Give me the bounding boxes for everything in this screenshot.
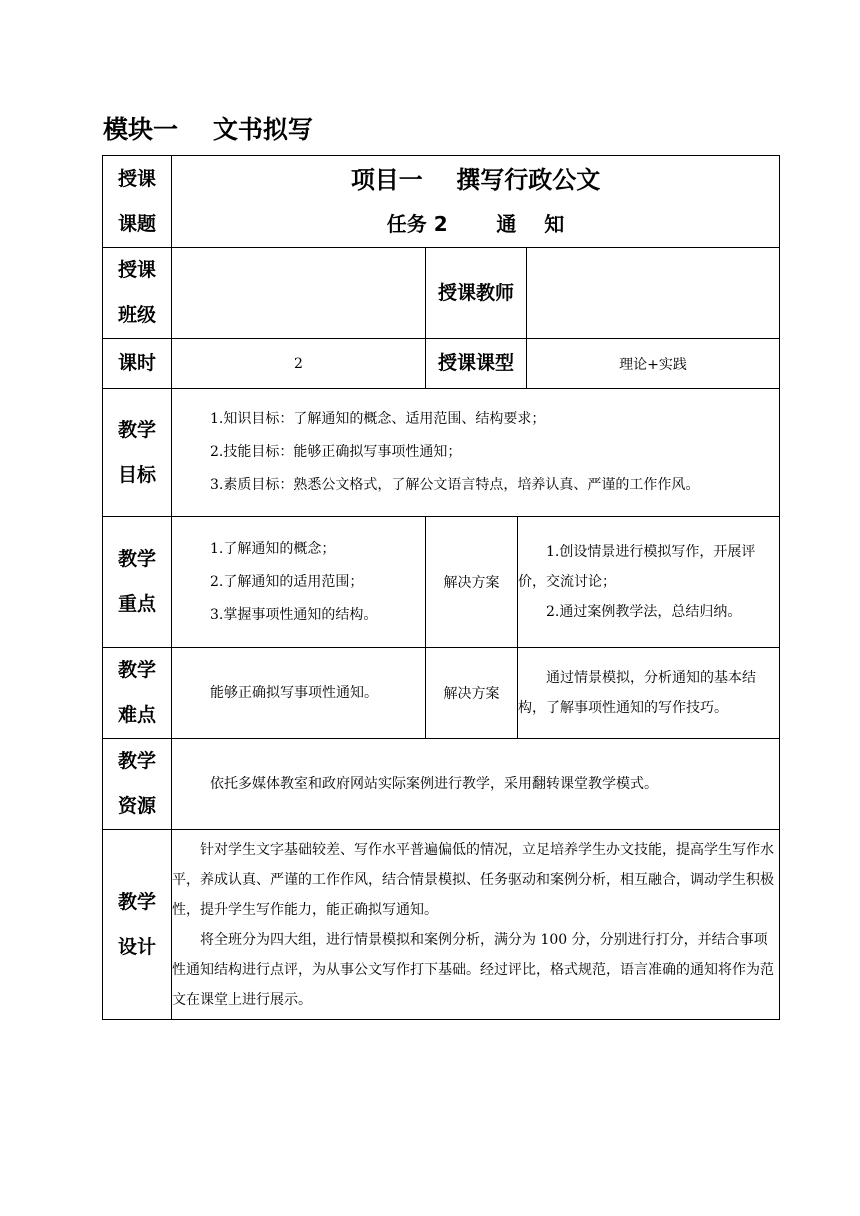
objectives-label-cell	[103, 389, 172, 517]
solution-item: 1.创设情景进行模拟写作，开展评价，交流讨论；	[518, 544, 756, 590]
key-points-solution-label: 解决方案	[426, 517, 518, 648]
design-label-cell	[103, 830, 172, 1020]
row-resources	[103, 739, 780, 830]
row-hours-type	[103, 339, 780, 389]
design-label-line-1: 教学	[117, 890, 156, 913]
difficulties-label-line-1: 教学	[117, 659, 156, 681]
type-value: 理论+实践	[527, 339, 780, 389]
resources-text: 依托多媒体教室和政府网站实际案例进行教学，采用翻转课堂教学模式。	[210, 775, 658, 792]
topic-label-line-2: 课题	[117, 212, 156, 235]
difficulties-label-line-2: 难点	[117, 704, 156, 726]
objective-item: 1.知识目标：了解通知的概念、适用范围、结构要求；	[210, 411, 546, 427]
project-title: 项目一 撰写行政公文	[350, 165, 601, 194]
row-class-teacher	[103, 248, 780, 339]
resources-content	[172, 739, 780, 830]
teacher-value	[527, 248, 780, 339]
difficulties-solution-label: 解决方案	[426, 648, 518, 739]
hours-value: 2	[172, 339, 426, 389]
row-difficulties	[103, 648, 780, 739]
module-heading: 模块一 文书拟写	[103, 115, 313, 144]
design-paragraph: 针对学生文字基础较差、写作水平普遍偏低的情况，立足培养学生办文技能，提高学生写作水平，养成认真、严谨的工作作风，结合情景模拟、任务驱动和案例分析，相互融合，调动学生积极性，提升学生写作能力，能正确拟写通知。	[172, 841, 774, 918]
row-topic	[103, 156, 780, 248]
objectives-label-line-1: 教学	[117, 418, 156, 441]
teacher-label: 授课教师	[426, 248, 527, 339]
objectives-label-line-2: 目标	[117, 463, 156, 486]
hours-label: 课时	[103, 339, 172, 389]
solution-item: 2.通过案例教学法，总结归纳。	[546, 604, 742, 620]
key-point-item: 1.了解通知的概念；	[210, 540, 336, 557]
class-value	[172, 248, 426, 339]
resources-label-line-1: 教学	[117, 750, 156, 772]
row-key-points	[103, 517, 780, 648]
key-points-solution-content	[518, 517, 780, 648]
row-objectives	[103, 389, 780, 517]
difficulties-label-cell	[103, 648, 172, 739]
task-title: 任务 2 通 知	[386, 211, 565, 236]
design-content	[172, 830, 780, 1020]
class-label-cell	[103, 248, 172, 339]
difficulties-solution-content	[518, 648, 780, 739]
topic-value-cell	[172, 156, 780, 248]
design-paragraph: 将全班分为四大组，进行情景模拟和案例分析，满分为 100 分，分别进行打分，并结合事项性通知结构进行点评，为从事公文写作打下基础。经过评比，格式规范，语言准确的通知将作为范文在课堂上进行展示。	[172, 931, 774, 1008]
key-point-item: 3.掌握事项性通知的结构。	[210, 606, 378, 623]
difficulty-solution-text: 通过情景模拟，分析通知的基本结构，了解事项性通知的写作技巧。	[518, 670, 756, 716]
objectives-content	[172, 389, 780, 517]
key-points-label-line-2: 重点	[117, 593, 156, 615]
design-label-line-2: 设计	[117, 935, 156, 958]
type-label: 授课课型	[426, 339, 527, 389]
row-design	[103, 830, 780, 1020]
objective-item: 2.技能目标：能够正确拟写事项性通知；	[210, 444, 462, 460]
class-label-line-2: 班级	[117, 304, 156, 326]
key-point-item: 2.了解通知的适用范围；	[210, 573, 364, 590]
topic-label-cell	[103, 156, 172, 248]
resources-label-line-2: 资源	[117, 795, 156, 817]
objective-item: 3.素质目标：熟悉公文格式，了解公文语言特点，培养认真、严谨的工作作风。	[210, 477, 700, 493]
key-points-label-line-1: 教学	[117, 548, 156, 570]
key-points-label-cell	[103, 517, 172, 648]
class-label-line-1: 授课	[117, 259, 156, 281]
difficulty-text: 能够正确拟写事项性通知。	[210, 684, 378, 701]
lesson-plan-table	[102, 155, 780, 1020]
key-points-content	[172, 517, 426, 648]
difficulties-content	[172, 648, 426, 739]
resources-label-cell	[103, 739, 172, 830]
topic-label-line-1: 授课	[117, 167, 156, 190]
